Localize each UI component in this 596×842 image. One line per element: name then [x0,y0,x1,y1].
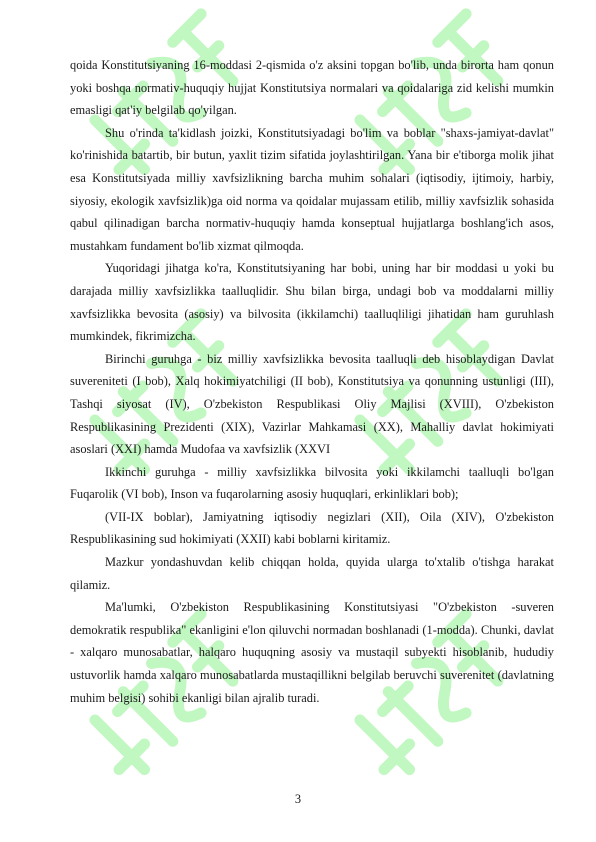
paragraph: Shu o'rinda ta'kidlash joizki, Konstitutsiyadagi bo'lim va boblar "shaxs-jamiyat-davlat" ko'rinishida batartib, bir butun, yaxlit tizim sifatida joylashtirilgan. Yana bir e'tiborga molik jihat esa Konstitutsiyada milliy xavfsizlikning barcha muhim sohalari (iqtisodiy, ijtimoiy, harbiy, siyosiy, ekologik xavfsizlik)ga oid norma va qoidalar mujassam etilib, milliy xavfsizlik sohasida qabul qilinadigan barcha normativ-huquqiy hamda konseptual hujjatlarga boshlang'ich asos, mustahkam fundament bo'lib xizmat qilmoqda. [70,125,554,253]
watermark-stroke [347,707,422,782]
paragraph: Mazkur yondashuvdan kelib chiqqan holda, quyida ularga to'xtalib o'tishga harakat qilamiz. [70,555,554,592]
document-body [70,54,554,709]
paragraph: Ma'lumki, O'zbekiston Respublikasining Konstitutsiyasi "O'zbekiston -suveren demokratik respublika" ekanligini e'lon qiluvchi normadan boshlanadi (1-modda). Chunki, davlat - xalqaro munosabatlar, halqaro huquqning asosiy va mustaqil subyekti hisoblanib, hududiy ustuvorlik hamda xalqaro munosabatlarda mustaqillikni belgilab beruvchi suverenitet (davlatning muhim belgisi) sohibi ekanligi bilan ajralib turadi. [70,600,554,705]
page-number: 3 [294,792,302,806]
paragraph: Birinchi guruhga - biz milliy xavfsizlikka bevosita taalluqli deb hisoblaydigan Davlat suvereniteti (I bob), Xalq hokimiyatchiligi (II bob), Konstitutsiya va qonunning ustunligi (III), Tashqi siyosat (IV), O'zbekiston Respublikasi Oliy Majlisi (XVIII), O'zbekiston Respublikasining Prezidenti (XIX), Vazirlar Mahkamasi (XX), Mahalliy davlat hokimiyati asoslari (XXI) hamda Mudofaa va xavfsizlik (XXVI [70,351,554,457]
paragraph: (VII-IX boblar), Jamiyatning iqtisodiy negizlari (XII), Oila (XIV), O'zbekiston Respublikasining sud hokimiyati (XXII) kabi boblarni kiritamiz. [70,509,554,547]
paragraph: Ikkinchi guruhga - milliy xavfsizlikka bilvosita yoki ikkilamchi taalluqli bo'lgan Fuqarolik (VI bob), Inson va fuqarolarning asosiy huquqlari, erkinliklari bob); [70,464,554,502]
paragraph: qoida Konstitutsiyaning 16-moddasi 2-qismida o'z aksini topgan bo'lib, unda birorta ham qonun yoki boshqa normativ-huquqiy hujjat Konstitutsiya normalari va qoidalariga zid kelishi mumkin emasligi qat'iy belgilab qo'yilgan. [70,58,554,118]
watermark-stroke [82,707,157,782]
paragraph: Yuqoridagi jihatga ko'ra, Konstitutsiyaning har bobi, uning har bir moddasi u yoki bu darajada milliy xavfsizlikka taalluqlidir. Shu bilan birga, undagi bob va moddalarni milliy xavfsizlikka bevosita (asosiy) va bilvosita (ikkilamchi) taalluqliligi jihatidan ham guruhlash mumkindek, fikrimizcha. [70,261,554,344]
